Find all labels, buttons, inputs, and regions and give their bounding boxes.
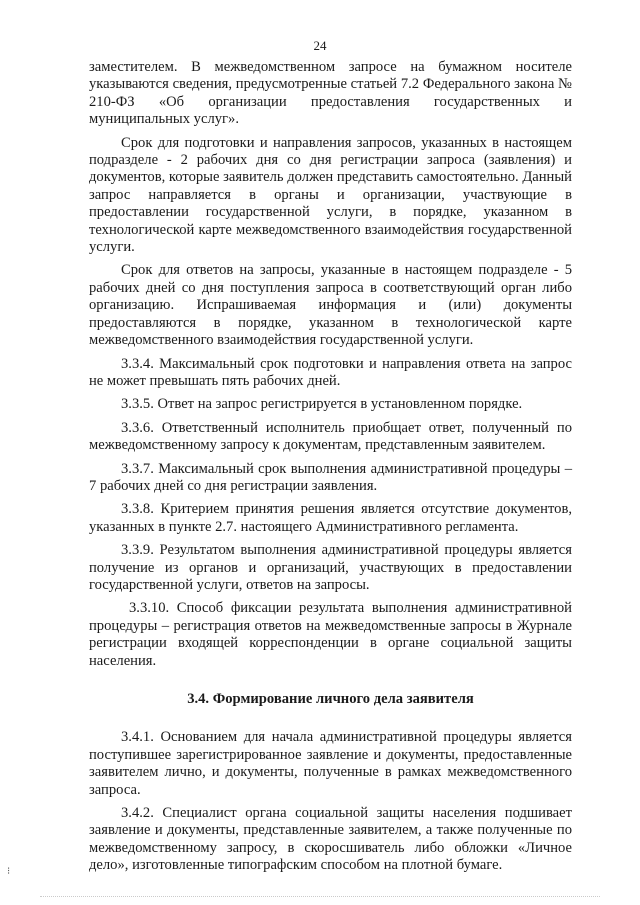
paragraph: 3.3.8. Критерием принятия решения является отсутствие документов, указанных в пункте 2.7. настоящего Административного регламента.	[89, 501, 572, 535]
paragraph: 3.3.7. Максимальный срок выполнения административной процедуры – 7 рабочих дней со дня регистрации заявления.	[89, 460, 572, 494]
paragraph: 3.3.5. Ответ на запрос регистрируется в установленном порядке.	[121, 396, 523, 413]
page-number: 24	[313, 38, 327, 53]
document-body	[89, 59, 572, 881]
section-heading: 3.4. Формирование личного дела заявителя	[187, 691, 474, 707]
paragraph: 3.3.9. Результатом выполнения административной процедуры является получение из органов и организаций, участвующих в предоставлении государственной услуги, ответов на запросы.	[89, 542, 572, 593]
scan-artifact	[40, 896, 600, 901]
paragraph: Срок для подготовки и направления запросов, указанных в настоящем подразделе - 2 рабочих дня со дня регистрации запроса (заявления) и документов, которые заявитель должен представить самостоятельно. Данный запрос направляется в органы и организации, участвующие в предоставлении государственной услуги, в порядке, указанном в технологической карте межведомственного взаимодействия государственной услуги.	[89, 134, 572, 256]
paragraph: 3.4.1. Основанием для начала административной процедуры является поступившее зарегистрированное заявление и документы, предоставленные заявителем лично, и документы, полученные в рамках межведомственного запроса.	[89, 729, 572, 798]
paragraph: 3.3.4. Максимальный срок подготовки и направления ответа на запрос не может превышать пять рабочих дней.	[89, 355, 572, 389]
paragraph: Срок для ответов на запросы, указанные в настоящем подразделе - 5 рабочих дней со дня поступления запроса в соответствующий орган либо организацию. Испрашиваемая информация и (или) документы предоставляются в порядке, указанном в технологической карте межведомственного взаимодействия государственной услуги.	[89, 262, 572, 349]
paragraph: заместителем. В межведомственном запросе на бумажном носителе указываются сведения, предусмотренные статьей 7.2 Федерального закона № 210-ФЗ «Об организации предоставления государственных и муниципальных услуг».	[89, 59, 572, 128]
paragraph: 3.3.10. Способ фиксации результата выполнения административной процедуры – регистрация ответов на межведомственные запросы в Журнале регистрации входящей корреспонденции в органе социальной защиты населения.	[89, 600, 572, 669]
paragraph: 3.3.6. Ответственный исполнитель приобщает ответ, полученный по межведомственному запросу к документам, представленным заявителем.	[89, 419, 572, 454]
paragraph: 3.4.2. Специалист органа социальной защиты населения подшивает заявление и документы, представленные заявителем, а также полученные по межведомственному запросу, в скоросшиватель либо обложки «Личное дело», изготовленные типографским способом на плотной бумаге.	[89, 805, 572, 874]
scan-margin-mark: ⁝	[7, 866, 11, 877]
